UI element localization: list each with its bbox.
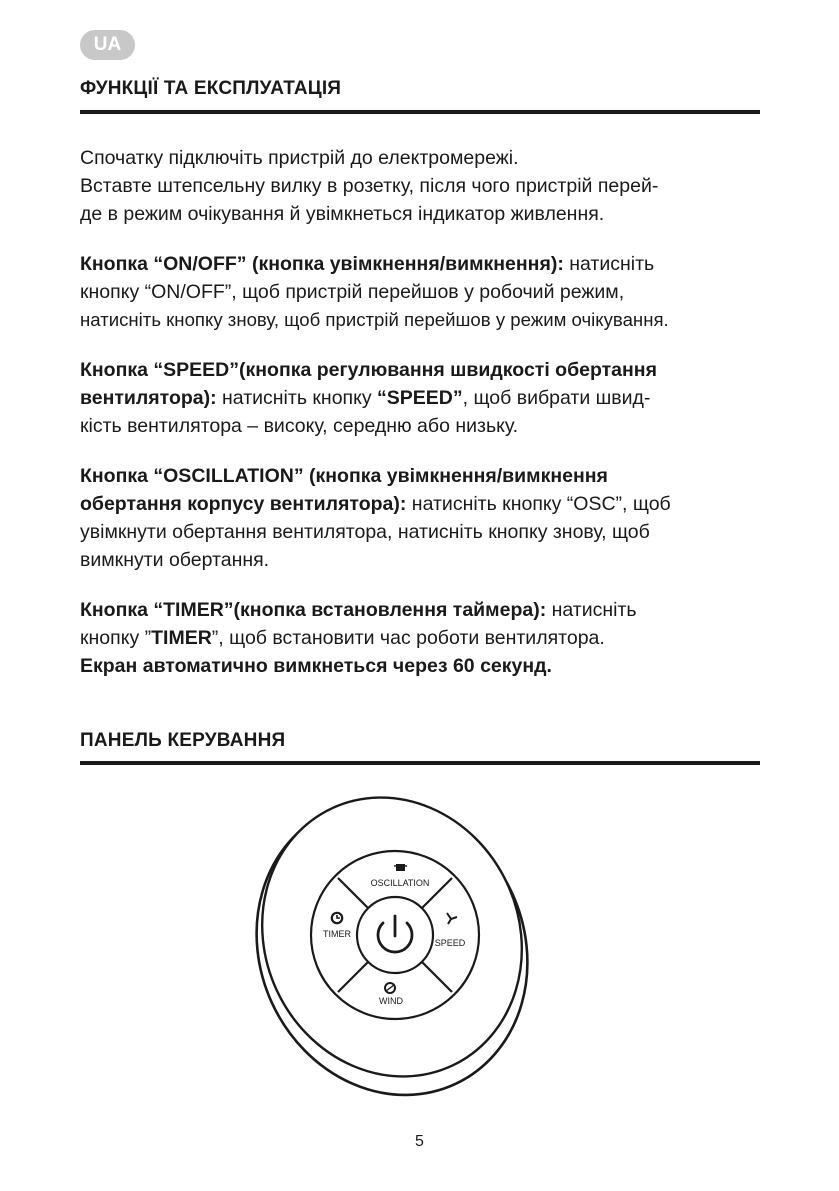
timer-paragraph: Кнопка “TIMER”(кнопка встановлення таймера): натисніть кнопку ”TIMER”, щоб встановити час роботи вентилятора. Екран автоматично вимкнеться через 60 секунд.: [80, 599, 637, 677]
intro-paragraph: Спочатку підключіть пристрій до електромережі. Вставте штепсельну вилку в розетку, після чого пристрій перей- де в режим очікування й увімкнеться індикатор живлення.: [80, 147, 659, 225]
language-badge: UA: [80, 30, 135, 60]
section-title-functions: ФУНКЦІЇ ТА ЕКСПЛУАТАЦІЯ: [80, 78, 342, 99]
control-panel-illustration: [250, 795, 590, 1110]
section-rule: [80, 110, 760, 114]
section-rule: [80, 761, 760, 765]
section-title-control-panel: ПАНЕЛЬ КЕРУВАННЯ: [80, 730, 286, 751]
speed-button-label[interactable]: SPEED: [434, 938, 466, 948]
speed-paragraph: Кнопка “SPEED”(кнопка регулювання швидкості обертання вентилятора): натисніть кнопку “SPEED”, щоб вибрати швид- кість вентилятора – високу, середню або низьку.: [80, 359, 657, 437]
onoff-paragraph: Кнопка “ON/OFF” (кнопка увімкнення/вимкнення): натисніть кнопку “ON/OFF”, щоб пристрій перейшов у робочий режим, натисніть кнопку знову, щоб пристрій перейшов у режим очікування.: [80, 253, 669, 330]
timer-button-label[interactable]: TIMER: [323, 929, 351, 939]
oscillation-button-label[interactable]: OSCILLATION: [370, 878, 430, 888]
wind-button-label[interactable]: WIND: [379, 996, 403, 1006]
page-number: 5: [415, 1133, 424, 1150]
oscillation-paragraph: Кнопка “OSCILLATION” (кнопка увімкнення/вимкнення обертання корпусу вентилятора): натисніть кнопку “OSC”, щоб увімкнути обертання вентилятора, натисніть кнопку знову, щоб вимкнути обертання.: [80, 465, 671, 571]
